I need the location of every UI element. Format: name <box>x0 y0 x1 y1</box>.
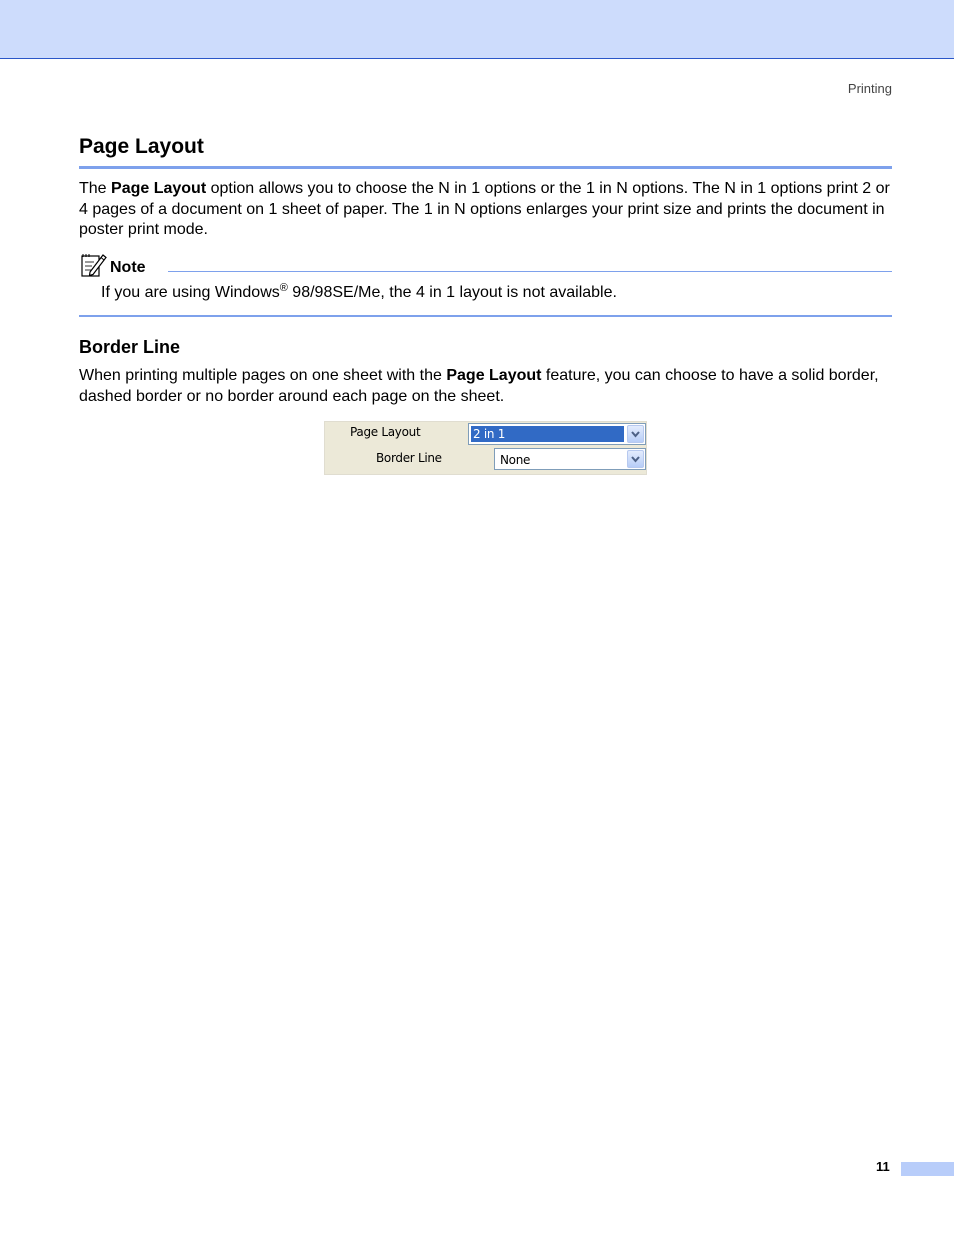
bold-term: Page Layout <box>111 180 207 197</box>
bold-term: Page Layout <box>446 367 542 384</box>
note-end-rule <box>79 315 892 317</box>
text-run: option allows you to choose the N in 1 options or the 1 in N options. The N in 1 options print 2 or 4 pages of a document on 1 sheet of paper. The 1 in N options enlarges your print size and prints the document in poster print mode. <box>79 180 890 238</box>
text-run: When printing multiple pages on one sheet with the <box>79 367 447 384</box>
page-layout-paragraph <box>79 179 894 241</box>
text-run: feature, you can choose to have a solid border, dashed border or no border around each page on the sheet. <box>79 367 879 405</box>
registered-mark: ® <box>279 282 288 294</box>
heading-rule <box>79 166 892 169</box>
page-layout-heading: Page Layout <box>79 135 204 158</box>
page-number-tab <box>901 1162 954 1176</box>
top-header-band <box>0 0 954 59</box>
border-line-heading: Border Line <box>79 337 181 357</box>
border-line-value: None <box>500 453 531 467</box>
page-layout-select[interactable] <box>468 423 646 445</box>
border-line-select[interactable] <box>494 448 646 470</box>
border-line-paragraph <box>79 366 894 407</box>
text-run: If you are using Windows <box>101 284 280 301</box>
note-rule <box>168 271 892 272</box>
chevron-down-icon[interactable] <box>627 450 644 468</box>
page-number: 11 <box>876 1159 890 1174</box>
border-line-label: Border Line <box>376 451 442 465</box>
note-pencil-icon <box>81 253 107 277</box>
note-text <box>101 284 617 302</box>
text-run: The <box>79 180 112 197</box>
chevron-down-icon[interactable] <box>627 425 644 443</box>
text-run: 98/98SE/Me, the 4 in 1 layout is not available. <box>287 284 617 301</box>
page-layout-value: 2 in 1 <box>471 426 624 442</box>
note-label: Note <box>110 259 146 276</box>
settings-dialog-screenshot <box>324 421 647 475</box>
page-layout-label: Page Layout <box>350 425 421 439</box>
running-header: Printing <box>847 81 892 96</box>
